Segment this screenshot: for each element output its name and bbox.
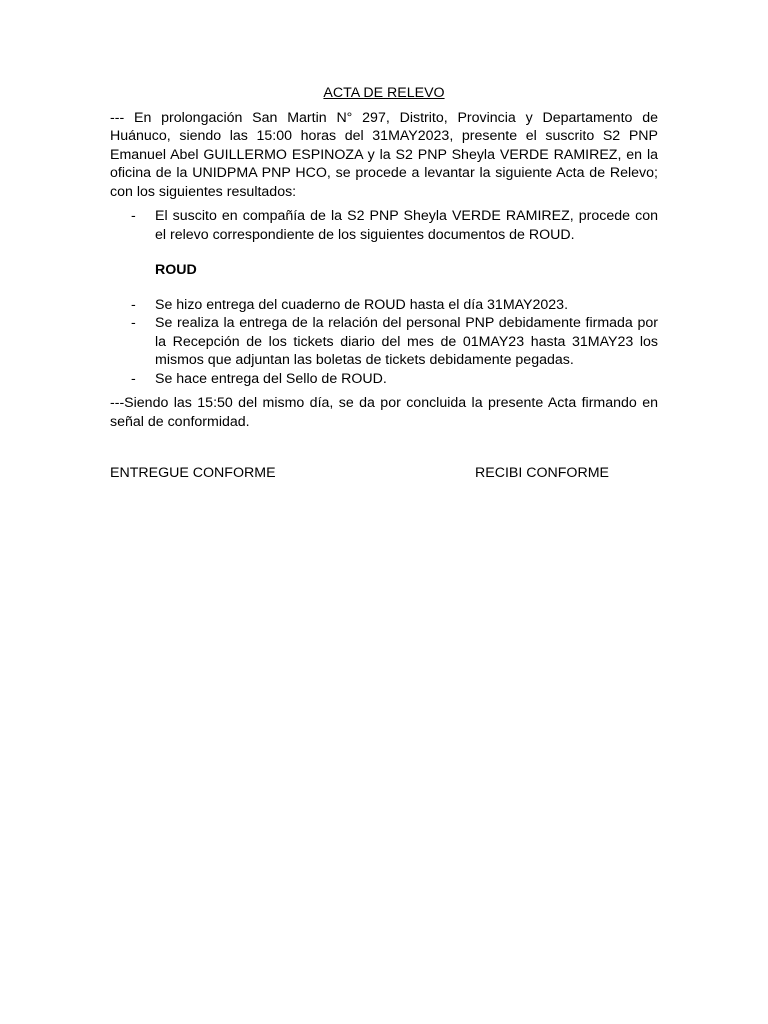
document-title: ACTA DE RELEVO [323,85,445,101]
list-item [110,296,658,315]
bullet-dash: - [131,315,136,331]
signature-block [110,464,658,484]
bullet-dash: - [131,208,136,224]
section-heading: ROUD [155,262,197,278]
bullet-dash: - [131,370,136,387]
first-bullet-list [110,207,658,244]
list-item [110,207,658,244]
list-item-text: El suscito en compañía de la S2 PNP Sheyla VERDE RAMIREZ, procede con el relevo correspondiente de los siguientes documentos de ROUD. [155,208,658,243]
closing-paragraph: ---Siendo las 15:50 del mismo día, se da por concluida la presente Acta firmando en señal de conformidad. [110,395,658,430]
intro-paragraph: --- En prolongación San Martin N° 297, Distrito, Provincia y Departamento de Huánuco, siendo las 15:00 horas del 31MAY2023, presente el suscrito S2 PNP Emanuel Abel GUILLERMO ESPINOZA y la S2 PNP Sheyla VERDE RAMIREZ, en la oficina de la UNIDPMA PNP HCO, se procede a levantar la siguiente Acta de Relevo; con los siguientes resultados: [110,109,658,200]
list-item-text: Se realiza la entrega de la relación del personal PNP debidamente firmada por la Recepción de los tickets diario del mes de 01MAY23 hasta 31MAY23 los mismos que adjuntan las boletas de tickets debidamente pegadas. [155,315,658,368]
signature-right-label: RECIBI CONFORME [475,465,609,481]
signature-left-label: ENTREGUE CONFORME [110,465,276,481]
document-page [110,84,658,484]
bullet-dash: - [131,296,136,313]
list-item-text: Se hace entrega del Sello de ROUD. [155,370,387,387]
list-item-text: Se hizo entrega del cuaderno de ROUD hasta el día 31MAY2023. [155,296,569,313]
list-item [110,370,658,389]
roud-item-list [110,296,658,389]
list-item [110,314,658,370]
